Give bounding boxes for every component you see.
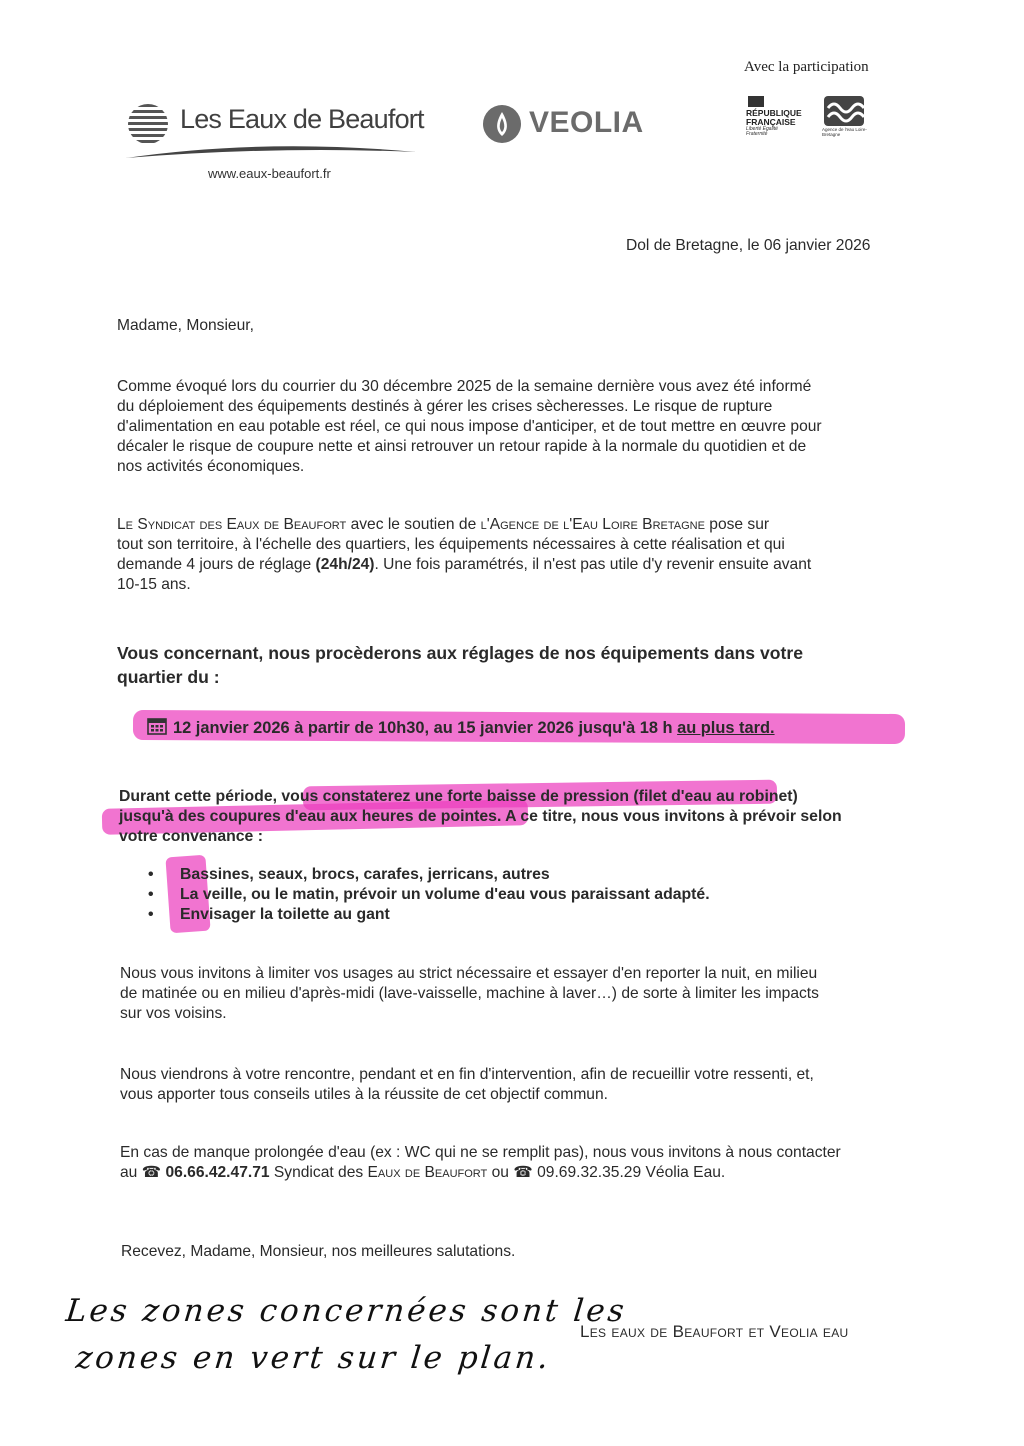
- paragraph-line: vous apporter tous conseils utiles à la réussite de cet objectif commun.: [120, 1086, 608, 1103]
- paragraph-line: du déploiement des équipements destinés à gérer les crises sècheresses. Le risque de rupture: [117, 398, 773, 415]
- logo-swoosh: [124, 140, 419, 162]
- paragraph-line: de matinée ou en milieu d'après-midi (lave-vaisselle, machine à laver…) de sorte à limiter les impacts: [120, 985, 819, 1002]
- bullet-text: La veille, ou le matin, prévoir un volume d'eau vous paraissant adapté.: [180, 886, 710, 903]
- veolia-drop-icon: [481, 100, 523, 146]
- syndicat-name-contact: Eaux de Beaufort: [367, 1164, 488, 1181]
- handwritten-note-line1: Les zones concernées sont les: [64, 1293, 629, 1329]
- paragraph-line: décaler le risque de coupure nette et ainsi retrouver un retour rapide à la normale du quotidien et de: [117, 438, 807, 455]
- periode-intro: Durant cette période,: [119, 788, 277, 805]
- paragraph-syndicat: [117, 515, 901, 595]
- eaux-beaufort-logo: [124, 96, 424, 186]
- paragraph-line: Nous vous invitons à limiter vos usages au strict nécessaire et essayer d'en reporter la nuit, en milieu: [120, 965, 818, 982]
- bullet-list: [148, 865, 710, 925]
- agence-eau-logo: [822, 96, 866, 144]
- concernant-line: Vous concernant, nous procèderons aux réglages de nos équipements dans votre: [117, 643, 804, 663]
- periode-line: [119, 807, 901, 827]
- paragraph-line: d'alimentation en eau potable est réel, ce qui nous impose d'anticiper, et de tout mettre en œuvre pour: [117, 418, 822, 435]
- bullet-text: Bassines, seaux, brocs, carafes, jerricans, autres: [180, 866, 550, 883]
- paragraph-line: Nous viendrons à votre rencontre, pendant et en fin d'intervention, afin de recueillir votre ressenti, et,: [120, 1066, 814, 1083]
- paragraph-line: nos activités économiques.: [117, 458, 305, 475]
- pression-text: vous constaterez une forte baisse de pression (filet d'eau au robinet): [281, 788, 798, 805]
- paragraph-intro: [117, 377, 901, 477]
- handwritten-note-line2: zones en vert sur le plan.: [74, 1340, 553, 1376]
- list-item: • Envisager la toilette au gant: [148, 906, 390, 923]
- telephone-icon: ☎: [141, 1164, 162, 1181]
- agence-caption: Agence de l'eau Loire-Bretagne: [822, 127, 867, 137]
- list-item: • Bassines, seaux, brocs, carafes, jerricans, autres: [148, 866, 550, 883]
- paragraph-line: sur vos voisins.: [120, 1005, 227, 1022]
- signature: Les eaux de Beaufort et Veolia eau: [580, 1322, 849, 1341]
- concernant-line: quartier du :: [117, 667, 220, 687]
- paragraph-line: 10-15 ans.: [117, 576, 191, 593]
- periode-paragraph: [119, 787, 901, 847]
- paragraph-line: [117, 515, 901, 535]
- paragraph-line: [117, 555, 901, 575]
- calendar-icon: [147, 717, 167, 735]
- republique-motto: Liberté Égalité Fraternité: [746, 126, 778, 137]
- soutien-text: avec le soutien de: [350, 516, 477, 533]
- syndicat-phone: 06.66.42.47.71: [165, 1164, 270, 1181]
- reglage-duration: (24h/24): [315, 556, 375, 573]
- republique-line1: RÉPUBLIQUE: [746, 108, 802, 118]
- periode-line: [119, 787, 901, 807]
- reglage-text: demande 4 jours de réglage: [117, 556, 312, 573]
- schedule-line: [147, 717, 775, 738]
- paragraph-line: Comme évoqué lors du courrier du 30 décembre 2025 de la semaine dernière vous avez été informé: [117, 378, 812, 395]
- paragraph-rencontre: [120, 1065, 903, 1105]
- veolia-label: Véolia Eau.: [645, 1164, 726, 1181]
- paragraph-usages: [120, 964, 903, 1024]
- participation-label: Avec la participation: [744, 59, 869, 75]
- agence-wave-icon: [824, 96, 864, 126]
- schedule-deadline: au plus tard.: [677, 719, 775, 737]
- republique-line2: FRANÇAISE: [746, 117, 796, 127]
- contact-au: au: [120, 1164, 138, 1181]
- paragraph-contact: [120, 1143, 905, 1183]
- paragraph-line: [120, 1163, 905, 1183]
- veolia-logo: [481, 100, 651, 146]
- paragraph-line: tout son territoire, à l'échelle des quartiers, les équipements nécessaires à cette réalisation et qui: [117, 536, 785, 553]
- coupures-text: jusqu'à des coupures d'eau aux heures de pointes: [119, 808, 497, 825]
- paragraph-line: En cas de manque prolongée d'eau (ex : WC qui ne se remplit pas), nous vous invitons à nous contacter: [120, 1144, 841, 1161]
- eaux-logo-url: www.eaux-beaufort.fr: [208, 166, 331, 181]
- periode-line: votre convenance :: [119, 828, 263, 845]
- schedule-text: 12 janvier 2026 à partir de 10h30, au 15 janvier 2026 jusqu'à 18 h: [173, 719, 673, 737]
- closing-line: Recevez, Madame, Monsieur, nos meilleures salutations.: [121, 1243, 516, 1260]
- veolia-logo-text: VEOLIA: [529, 106, 644, 139]
- agence-name: l'Agence de l'Eau Loire Bretagne: [480, 516, 705, 533]
- contact-ou: ou: [491, 1164, 509, 1181]
- eaux-logo-text: Les Eaux de Beaufort: [180, 104, 424, 134]
- parametres-text: . Une fois paramétrés, il n'est pas utile d'y revenir ensuite avant: [374, 556, 812, 573]
- list-item: • La veille, ou le matin, prévoir un volume d'eau vous paraissant adapté.: [148, 886, 710, 903]
- concernant-heading: [117, 641, 901, 689]
- syndicat-name: Le Syndicat des Eaux de Beaufort: [117, 516, 347, 533]
- veolia-phone: 09.69.32.35.29: [537, 1164, 642, 1181]
- date-line: Dol de Bretagne, le 06 janvier 2026: [626, 237, 871, 254]
- syndicat-label: Syndicat des: [273, 1164, 364, 1181]
- bullet-text: Envisager la toilette au gant: [180, 906, 390, 923]
- marianne-icon: [748, 96, 764, 107]
- pose-text: pose sur: [709, 516, 770, 533]
- republique-logo: [746, 96, 812, 144]
- greeting: Madame, Monsieur,: [117, 317, 254, 334]
- telephone-icon: ☎: [513, 1164, 533, 1181]
- titre-text: . A ce titre, nous vous invitons à prévoir selon: [496, 808, 842, 825]
